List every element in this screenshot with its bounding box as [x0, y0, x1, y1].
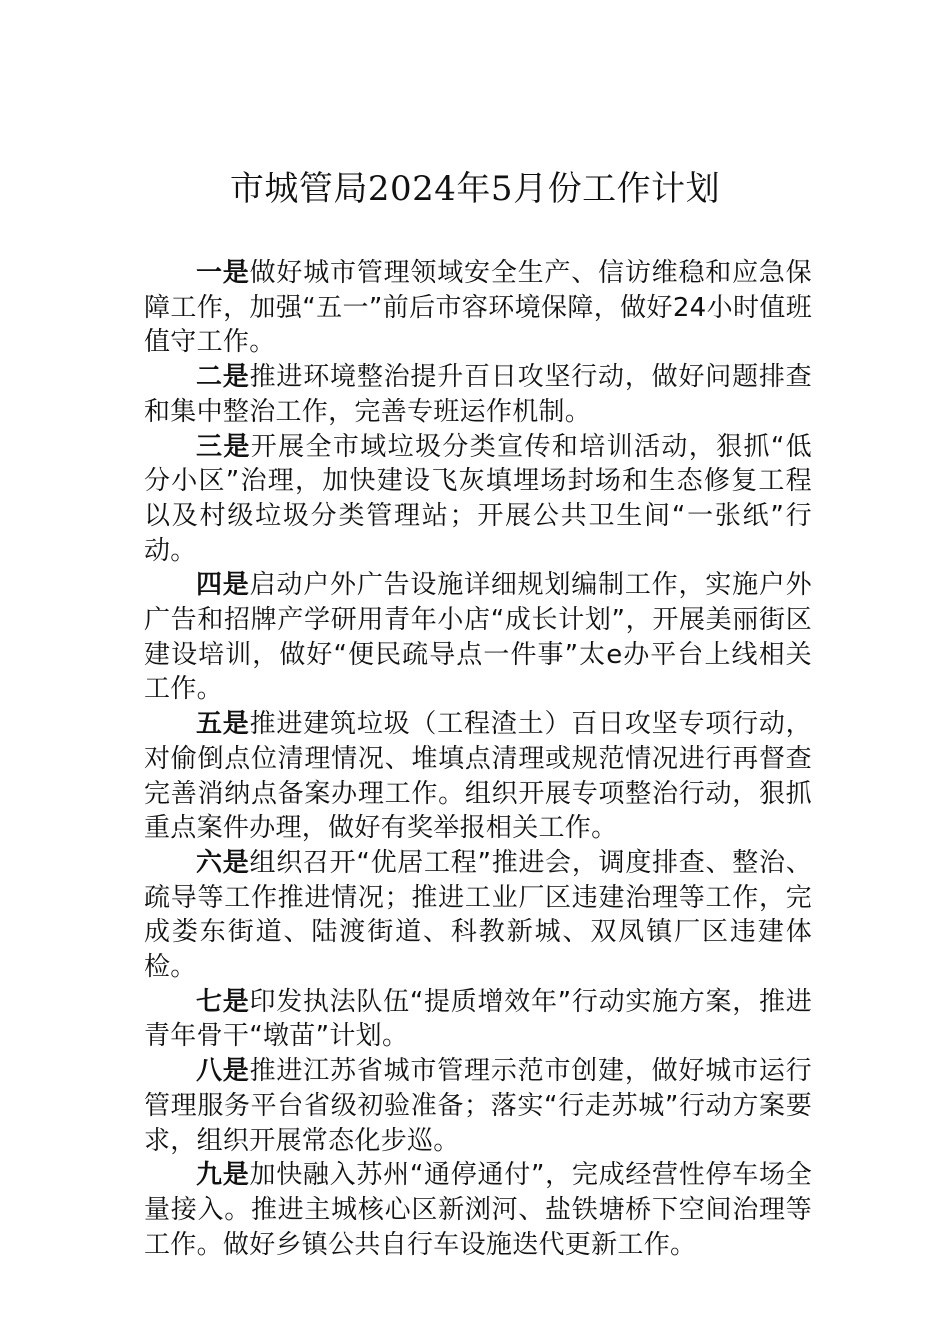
paragraph-6	[144, 846, 812, 985]
paragraph-text: 推进环境整治提升百日攻坚行动，做好问题排查和集中整治工作，完善专班运作机制。	[144, 362, 812, 427]
paragraph-4	[144, 568, 812, 707]
paragraph-8	[144, 1054, 812, 1158]
paragraph-text: 启动户外广告设施详细规划编制工作，实施户外广告和招牌产学研用青年小店“成长计划”，开展美丽街区建设培训，做好“便民疏导点一件事”太e办平台上线相关工作。	[144, 570, 812, 705]
paragraph-lead: 八是	[196, 1056, 250, 1087]
document-title: 市城管局2024年5月份工作计划	[229, 169, 721, 209]
document-body	[144, 256, 812, 1262]
paragraph-7	[144, 985, 812, 1054]
paragraph-text: 开展全市域垃圾分类宣传和培训活动，狠抓“低分小区”治理，加快建设飞灰填埋场封场和生态修复工程以及村级垃圾分类管理站；开展公共卫生间“一张纸”行动。	[144, 431, 812, 566]
paragraph-text: 推进建筑垃圾（工程渣土）百日攻坚专项行动，对偷倒点位清理情况、堆填点清理或规范情况进行再督查完善消纳点备案办理工作。组织开展专项整治行动，狠抓重点案件办理，做好有奖举报相关工作。	[144, 709, 812, 844]
paragraph-lead: 三是	[196, 431, 251, 462]
paragraph-9	[144, 1158, 812, 1262]
paragraph-lead: 二是	[196, 362, 250, 393]
paragraph-lead: 四是	[196, 570, 250, 601]
paragraph-text: 加快融入苏州“通停通付”，完成经营性停车场全量接入。推进主城核心区新浏河、盐铁塘桥下空间治理等工作。做好乡镇公共自行车设施迭代更新工作。	[144, 1160, 812, 1260]
paragraph-3	[144, 430, 812, 569]
paragraph-text: 印发执法队伍“提质增效年”行动实施方案，推进青年骨干“墩苗”计划。	[144, 986, 812, 1052]
paragraph-text: 做好城市管理领域安全生产、信访维稳和应急保障工作，加强“五一”前后市容环境保障，做好24小时值班值守工作。	[144, 258, 812, 358]
paragraph-1	[144, 256, 812, 360]
paragraph-lead: 五是	[196, 709, 250, 740]
paragraph-lead: 六是	[196, 847, 250, 878]
paragraph-5	[144, 707, 812, 846]
paragraph-lead: 九是	[196, 1160, 250, 1191]
paragraph-text: 推进江苏省城市管理示范市创建，做好城市运行管理服务平台省级初验准备；落实“行走苏城”行动方案要求，组织开展常态化步巡。	[144, 1056, 812, 1156]
paragraph-lead: 七是	[196, 986, 250, 1017]
paragraph-lead: 一是	[196, 258, 250, 288]
paragraph-text: 组织召开“优居工程”推进会，调度排查、整治、疏导等工作推进情况；推进工业厂区违建治理等工作，完成娄东街道、陆渡街道、科教新城、双凤镇厂区违建体检。	[144, 847, 812, 983]
paragraph-2	[144, 360, 812, 429]
